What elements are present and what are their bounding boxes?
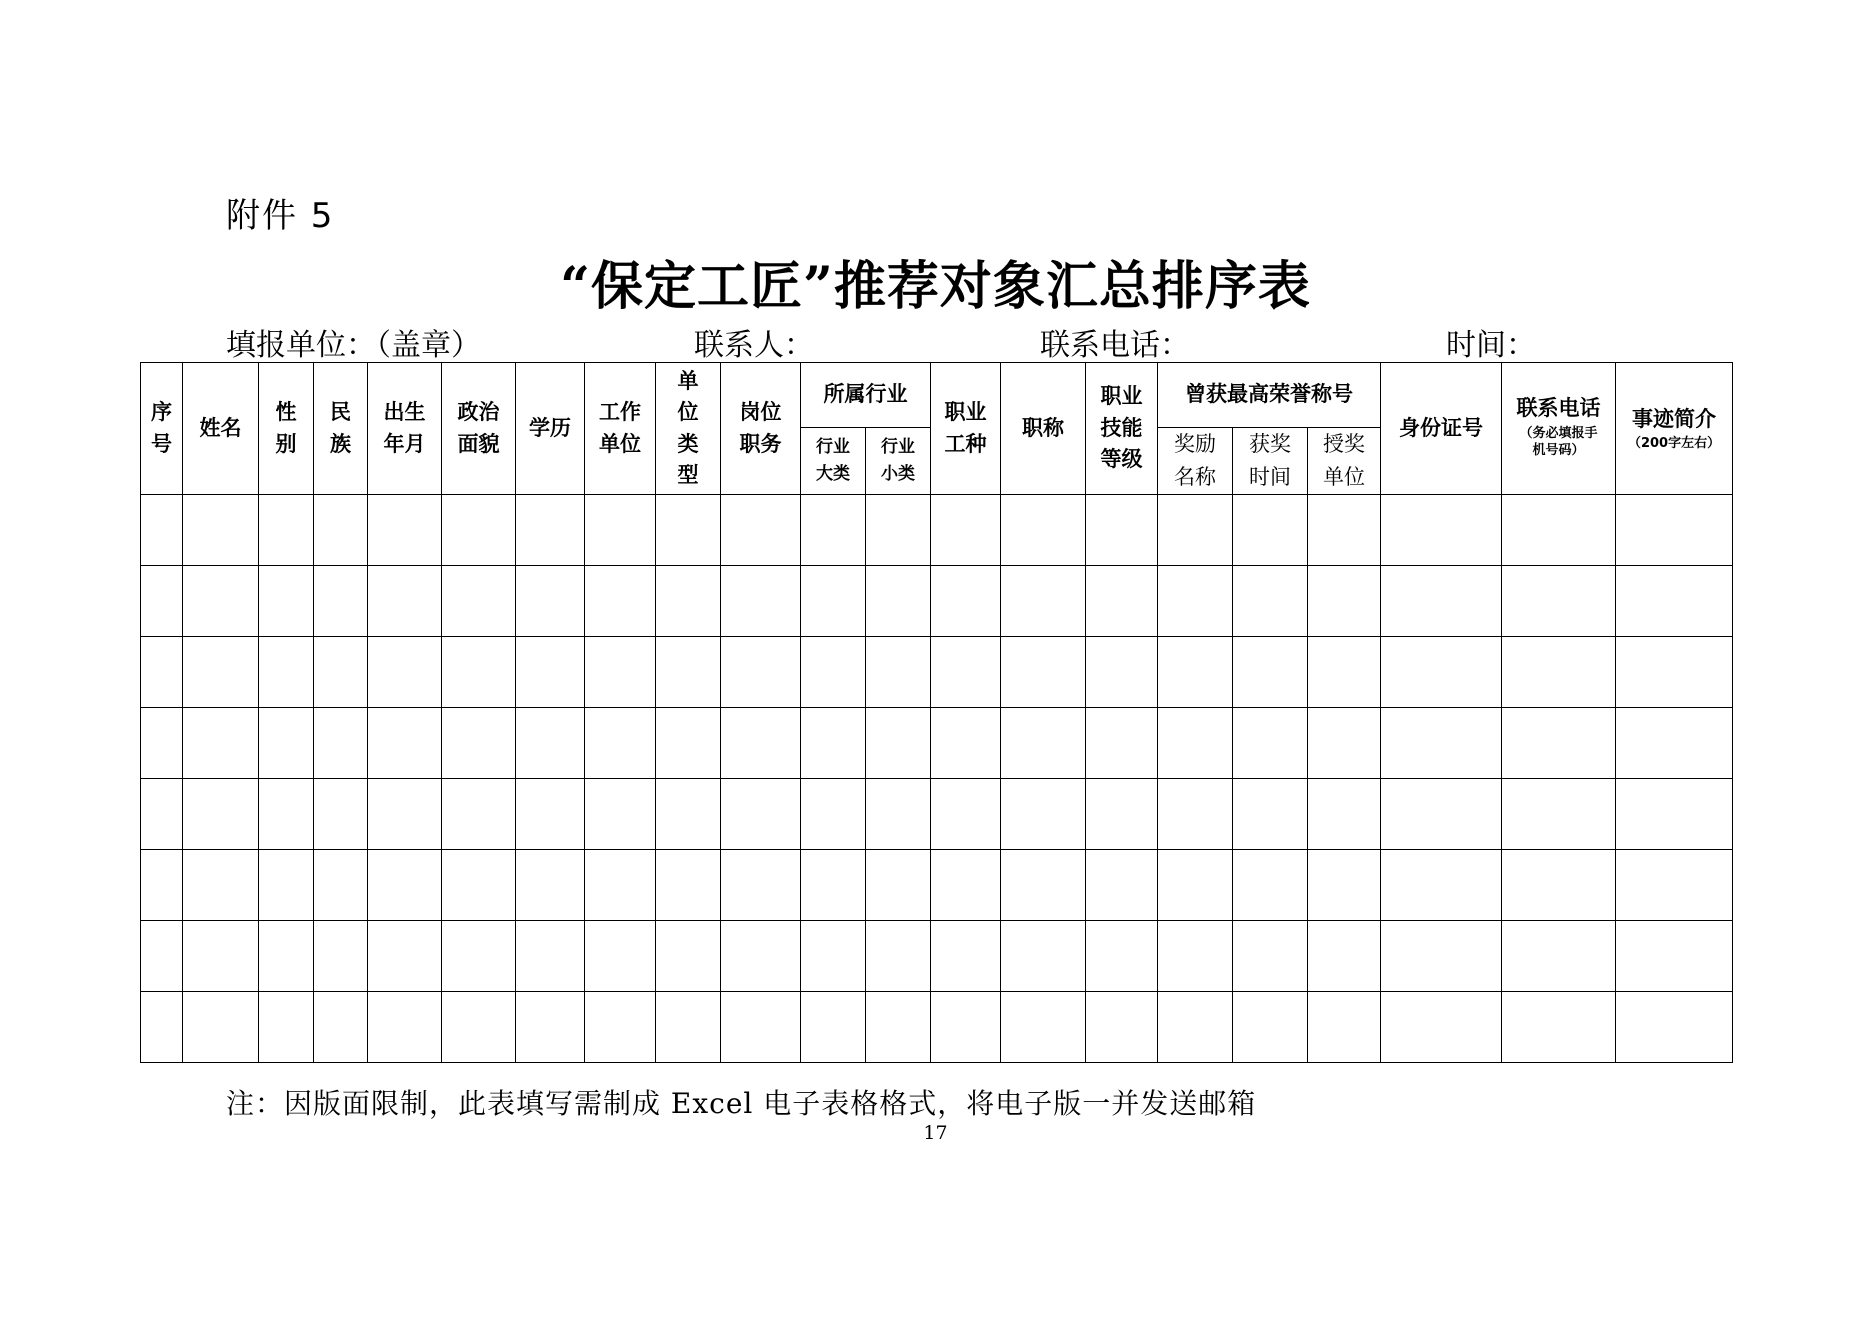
table-cell[interactable]	[314, 921, 368, 992]
table-cell[interactable]	[1158, 708, 1233, 779]
table-cell[interactable]	[721, 566, 801, 637]
table-cell[interactable]	[866, 779, 931, 850]
table-row	[141, 850, 1733, 921]
table-cell[interactable]	[141, 992, 183, 1063]
table-cell[interactable]	[1233, 992, 1308, 1063]
table-cell[interactable]	[585, 850, 656, 921]
table-cell[interactable]	[314, 850, 368, 921]
table-cell[interactable]	[1381, 495, 1502, 566]
table-cell[interactable]	[183, 495, 259, 566]
table-cell[interactable]	[931, 566, 1001, 637]
table-cell[interactable]	[141, 637, 183, 708]
header-name: 姓名	[183, 363, 259, 495]
table-cell[interactable]	[656, 992, 721, 1063]
table-cell[interactable]	[931, 495, 1001, 566]
table-cell[interactable]	[1158, 495, 1233, 566]
header-profession	[931, 363, 1001, 495]
table-cell[interactable]	[516, 850, 585, 921]
header-seq-text: 序号	[150, 400, 172, 456]
table-cell[interactable]	[1001, 850, 1086, 921]
header-birth-text: 出生年月	[383, 400, 426, 456]
header-unit-type-text: 单位类型	[677, 368, 699, 487]
table-cell[interactable]	[656, 495, 721, 566]
table-cell[interactable]	[1001, 992, 1086, 1063]
table-cell[interactable]	[368, 637, 442, 708]
header-birth	[368, 363, 442, 495]
table-cell[interactable]	[721, 779, 801, 850]
table-cell[interactable]	[1502, 850, 1616, 921]
table-cell[interactable]	[931, 637, 1001, 708]
table-cell[interactable]	[1502, 992, 1616, 1063]
table-cell[interactable]	[801, 779, 866, 850]
table-cell[interactable]	[368, 495, 442, 566]
table-cell[interactable]	[368, 779, 442, 850]
table-cell[interactable]	[141, 566, 183, 637]
table-cell[interactable]	[1086, 566, 1158, 637]
table-row	[141, 992, 1733, 1063]
table-cell[interactable]	[183, 779, 259, 850]
table-cell[interactable]	[1308, 566, 1381, 637]
table-cell[interactable]	[516, 921, 585, 992]
contact-person-label: 联系人：	[694, 328, 814, 363]
table-cell[interactable]	[368, 708, 442, 779]
table-cell[interactable]	[866, 495, 931, 566]
table-cell[interactable]	[585, 708, 656, 779]
table-cell[interactable]	[1001, 637, 1086, 708]
table-cell[interactable]	[1502, 708, 1616, 779]
table-cell[interactable]	[1502, 921, 1616, 992]
header-gender	[259, 363, 314, 495]
table-cell[interactable]	[1233, 850, 1308, 921]
table-cell[interactable]	[1086, 992, 1158, 1063]
page-title: “保定工匠”推荐对象汇总排序表	[560, 256, 1311, 317]
table-cell[interactable]	[656, 779, 721, 850]
header-id-number: 身份证号	[1381, 363, 1502, 495]
header-title-rank: 职称	[1001, 363, 1086, 495]
header-deeds-text: 事迹简介	[1632, 406, 1717, 431]
table-cell[interactable]	[931, 779, 1001, 850]
header-award-name	[1158, 428, 1233, 495]
table-cell[interactable]	[1086, 850, 1158, 921]
header-position	[721, 363, 801, 495]
table-cell[interactable]	[585, 495, 656, 566]
header-phone-text: 联系电话	[1516, 396, 1601, 421]
table-cell[interactable]	[656, 566, 721, 637]
table-cell[interactable]	[259, 850, 314, 921]
table-cell[interactable]	[1001, 566, 1086, 637]
table-cell[interactable]	[1158, 992, 1233, 1063]
table-cell[interactable]	[1158, 921, 1233, 992]
table-cell[interactable]	[1616, 992, 1733, 1063]
table-cell[interactable]	[866, 850, 931, 921]
header-work-unit	[585, 363, 656, 495]
table-cell[interactable]	[516, 637, 585, 708]
header-industry-major-text: 行业大类	[816, 436, 850, 484]
table-cell[interactable]	[1381, 992, 1502, 1063]
table-cell[interactable]	[141, 921, 183, 992]
header-award-unit-text: 授奖单位	[1323, 432, 1365, 489]
table-cell[interactable]	[656, 921, 721, 992]
table-cell[interactable]	[141, 708, 183, 779]
table-cell[interactable]	[141, 495, 183, 566]
table-cell[interactable]	[801, 850, 866, 921]
header-work-unit-text: 工作单位	[599, 400, 641, 456]
table-cell[interactable]	[141, 850, 183, 921]
header-award-time	[1233, 428, 1308, 495]
table-cell[interactable]	[1616, 850, 1733, 921]
table-cell[interactable]	[368, 850, 442, 921]
table-cell[interactable]	[1502, 566, 1616, 637]
table-body	[141, 495, 1733, 1063]
table-cell[interactable]	[259, 566, 314, 637]
table-row	[141, 495, 1733, 566]
table-cell[interactable]	[1158, 566, 1233, 637]
table-cell[interactable]	[1158, 850, 1233, 921]
table-cell[interactable]	[1308, 637, 1381, 708]
header-deeds	[1616, 363, 1733, 495]
table-cell[interactable]	[585, 779, 656, 850]
header-phone	[1502, 363, 1616, 495]
table-cell[interactable]	[183, 992, 259, 1063]
table-cell[interactable]	[314, 495, 368, 566]
fill-unit-label: 填报单位：（盖章）	[226, 328, 481, 363]
table-cell[interactable]	[183, 921, 259, 992]
header-honor-group: 曾获最高荣誉称号	[1158, 363, 1381, 428]
table-cell[interactable]	[442, 850, 516, 921]
table-cell[interactable]	[1502, 637, 1616, 708]
table-cell[interactable]	[801, 637, 866, 708]
table-cell[interactable]	[931, 921, 1001, 992]
table-cell[interactable]	[866, 992, 931, 1063]
table-cell[interactable]	[516, 708, 585, 779]
table-cell[interactable]	[1158, 637, 1233, 708]
table-cell[interactable]	[801, 495, 866, 566]
table-cell[interactable]	[1381, 637, 1502, 708]
table-cell[interactable]	[141, 779, 183, 850]
table-cell[interactable]	[442, 779, 516, 850]
table-cell[interactable]	[585, 921, 656, 992]
table-cell[interactable]	[931, 992, 1001, 1063]
table-cell[interactable]	[1616, 779, 1733, 850]
table-cell[interactable]	[1001, 495, 1086, 566]
table-cell[interactable]	[1616, 637, 1733, 708]
table-cell[interactable]	[1233, 779, 1308, 850]
table-cell[interactable]	[314, 637, 368, 708]
table-cell[interactable]	[314, 566, 368, 637]
header-skill-level	[1086, 363, 1158, 495]
table-cell[interactable]	[1616, 708, 1733, 779]
header-gender-text: 性别	[275, 400, 297, 456]
table-cell[interactable]	[442, 566, 516, 637]
header-seq	[141, 363, 183, 495]
table-cell[interactable]	[656, 637, 721, 708]
table-cell[interactable]	[259, 637, 314, 708]
table-cell[interactable]	[1001, 921, 1086, 992]
header-unit-type	[656, 363, 721, 495]
table-cell[interactable]	[259, 921, 314, 992]
table-cell[interactable]	[1308, 495, 1381, 566]
table-cell[interactable]	[1086, 495, 1158, 566]
table-cell[interactable]	[866, 708, 931, 779]
page-number: 17	[923, 1122, 948, 1144]
header-position-text: 岗位职务	[739, 400, 782, 456]
table-cell[interactable]	[1308, 921, 1381, 992]
table-cell[interactable]	[801, 708, 866, 779]
table-cell[interactable]	[721, 708, 801, 779]
table-cell[interactable]	[259, 495, 314, 566]
table-cell[interactable]	[368, 566, 442, 637]
table-cell[interactable]	[1381, 566, 1502, 637]
table-cell[interactable]	[1616, 921, 1733, 992]
table-cell[interactable]	[516, 566, 585, 637]
footnote: 注：因版面限制，此表填写需制成 Excel 电子表格格式，将电子版一并发送邮箱	[226, 1087, 1257, 1120]
table-cell[interactable]	[721, 637, 801, 708]
header-award-time-text: 获奖时间	[1249, 432, 1291, 489]
table-cell[interactable]	[801, 566, 866, 637]
header-award-unit	[1308, 428, 1381, 495]
header-industry-group: 所属行业	[801, 363, 931, 428]
header-politics	[442, 363, 516, 495]
table-cell[interactable]	[721, 992, 801, 1063]
table-cell[interactable]	[866, 637, 931, 708]
table-cell[interactable]	[585, 992, 656, 1063]
table-cell[interactable]	[368, 992, 442, 1063]
table-cell[interactable]	[442, 495, 516, 566]
table-cell[interactable]	[1233, 566, 1308, 637]
table-cell[interactable]	[1086, 637, 1158, 708]
table-cell[interactable]	[1233, 495, 1308, 566]
table-cell[interactable]	[1158, 779, 1233, 850]
table-cell[interactable]	[259, 992, 314, 1063]
table-cell[interactable]	[183, 708, 259, 779]
table-cell[interactable]	[1233, 921, 1308, 992]
table-cell[interactable]	[656, 708, 721, 779]
table-cell[interactable]	[1381, 708, 1502, 779]
table-cell[interactable]	[442, 637, 516, 708]
table-cell[interactable]	[516, 992, 585, 1063]
table-row	[141, 708, 1733, 779]
table-cell[interactable]	[721, 921, 801, 992]
header-deeds-note: （200字左右）	[1627, 436, 1721, 452]
table-cell[interactable]	[442, 921, 516, 992]
table-cell[interactable]	[801, 921, 866, 992]
table-cell[interactable]	[442, 708, 516, 779]
table-cell[interactable]	[516, 495, 585, 566]
table-cell[interactable]	[721, 850, 801, 921]
table-cell[interactable]	[801, 992, 866, 1063]
attachment-label: 附件 5	[226, 196, 335, 236]
time-label: 时间：	[1446, 328, 1536, 363]
header-award-name-text: 奖励名称	[1174, 432, 1216, 489]
nominee-summary-table	[140, 362, 1733, 1063]
table-row	[141, 566, 1733, 637]
table-cell[interactable]	[368, 921, 442, 992]
header-politics-text: 政治面貌	[457, 400, 500, 456]
header-ethnicity-text: 民族	[329, 400, 351, 456]
table-cell[interactable]	[1381, 921, 1502, 992]
table-cell[interactable]	[1308, 992, 1381, 1063]
table-cell[interactable]	[314, 779, 368, 850]
table-cell[interactable]	[516, 779, 585, 850]
table-cell[interactable]	[931, 850, 1001, 921]
contact-phone-label: 联系电话：	[1040, 328, 1190, 363]
table-cell[interactable]	[314, 708, 368, 779]
header-industry-major	[801, 428, 866, 495]
table-cell[interactable]	[1308, 850, 1381, 921]
header-profession-text: 职业工种	[944, 400, 987, 456]
table-cell[interactable]	[866, 566, 931, 637]
table-cell[interactable]	[183, 637, 259, 708]
table-cell[interactable]	[1616, 495, 1733, 566]
table-cell[interactable]	[656, 850, 721, 921]
table-cell[interactable]	[1381, 779, 1502, 850]
table-cell[interactable]	[1616, 566, 1733, 637]
header-ethnicity	[314, 363, 368, 495]
table-cell[interactable]	[183, 566, 259, 637]
table-cell[interactable]	[314, 992, 368, 1063]
table-cell[interactable]	[259, 708, 314, 779]
table-row	[141, 637, 1733, 708]
table-cell[interactable]	[585, 637, 656, 708]
table-cell[interactable]	[866, 921, 931, 992]
table-cell[interactable]	[1308, 708, 1381, 779]
table-cell[interactable]	[1001, 779, 1086, 850]
table-cell[interactable]	[1086, 779, 1158, 850]
table-row	[141, 921, 1733, 992]
header-industry-minor	[866, 428, 931, 495]
header-phone-note: （务必填报手机号码）	[1519, 425, 1598, 459]
header-industry-minor-text: 行业小类	[881, 436, 915, 484]
table-cell[interactable]	[183, 850, 259, 921]
table-cell[interactable]	[442, 992, 516, 1063]
table-cell[interactable]	[585, 566, 656, 637]
header-skill-level-text: 职业技能等级	[1100, 384, 1143, 472]
table-cell[interactable]	[931, 708, 1001, 779]
header-education: 学历	[516, 363, 585, 495]
table-cell[interactable]	[1086, 708, 1158, 779]
table-cell[interactable]	[1086, 921, 1158, 992]
table-cell[interactable]	[1381, 850, 1502, 921]
table-cell[interactable]	[1001, 708, 1086, 779]
table-row	[141, 779, 1733, 850]
table-cell[interactable]	[1233, 708, 1308, 779]
table-cell[interactable]	[1233, 637, 1308, 708]
table-cell[interactable]	[259, 779, 314, 850]
table-cell[interactable]	[1502, 779, 1616, 850]
table-cell[interactable]	[1502, 495, 1616, 566]
table-cell[interactable]	[1308, 779, 1381, 850]
table-cell[interactable]	[721, 495, 801, 566]
